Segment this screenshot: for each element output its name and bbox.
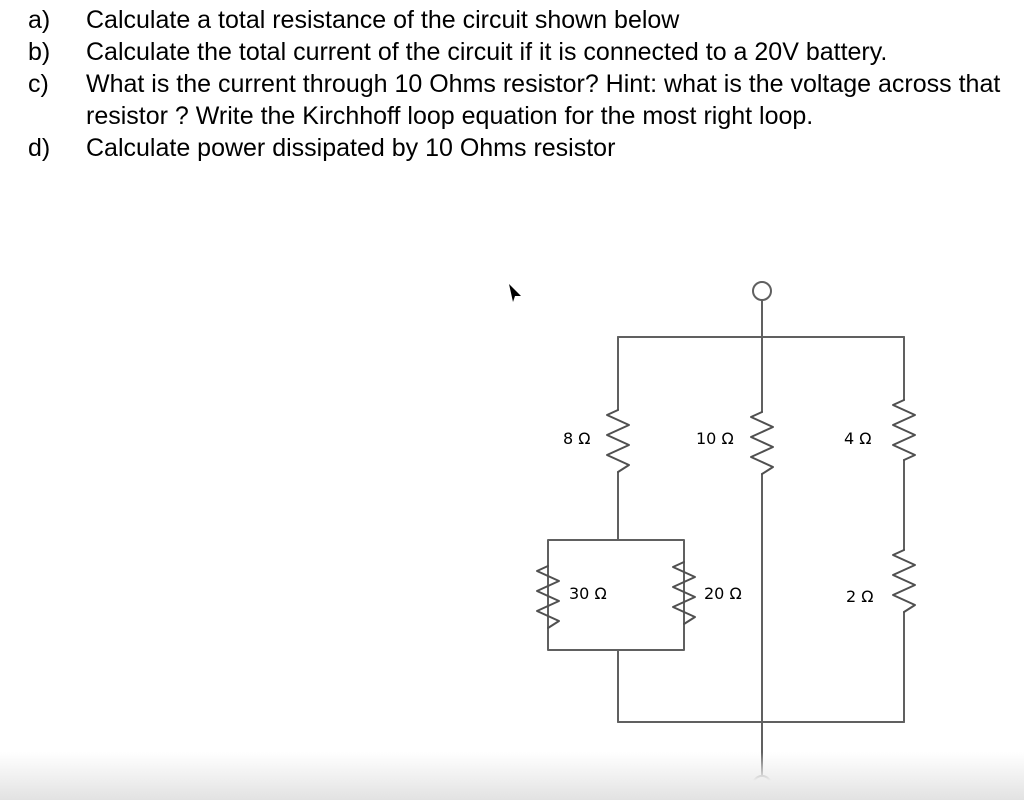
top-terminal-icon	[753, 282, 771, 300]
label-20-ohm: 20 Ω	[704, 584, 742, 603]
resistor-10-ohm	[751, 412, 773, 474]
resistor-8-ohm	[607, 410, 629, 472]
question-text: What is the current through 10 Ohms resistor? Hint: what is the voltage across that resistor ? Write the Kirchhoff loop equation for the most right loop.	[86, 70, 1001, 130]
question-letter: c)	[28, 70, 49, 98]
question-text: Calculate power dissipated by 10 Ohms resistor	[86, 134, 616, 162]
resistor-2-ohm	[893, 550, 915, 612]
question-letter: b)	[28, 38, 51, 66]
label-2-ohm: 2 Ω	[846, 587, 874, 606]
circuit-wires	[548, 300, 904, 776]
question-text: Calculate a total resistance of the circuit shown below	[86, 6, 680, 34]
label-30-ohm: 30 Ω	[569, 584, 607, 603]
resistor-4-ohm	[893, 400, 915, 460]
label-8-ohm: 8 Ω	[563, 429, 591, 448]
question-text: Calculate the total current of the circuit if it is connected to a 20V battery.	[86, 38, 888, 66]
label-4-ohm: 4 Ω	[844, 429, 872, 448]
question-letter: d)	[28, 134, 51, 162]
mouse-cursor-icon	[509, 284, 521, 302]
question-letter: a)	[28, 6, 51, 34]
bottom-fade-bar	[0, 752, 1024, 800]
label-10-ohm: 10 Ω	[696, 429, 734, 448]
